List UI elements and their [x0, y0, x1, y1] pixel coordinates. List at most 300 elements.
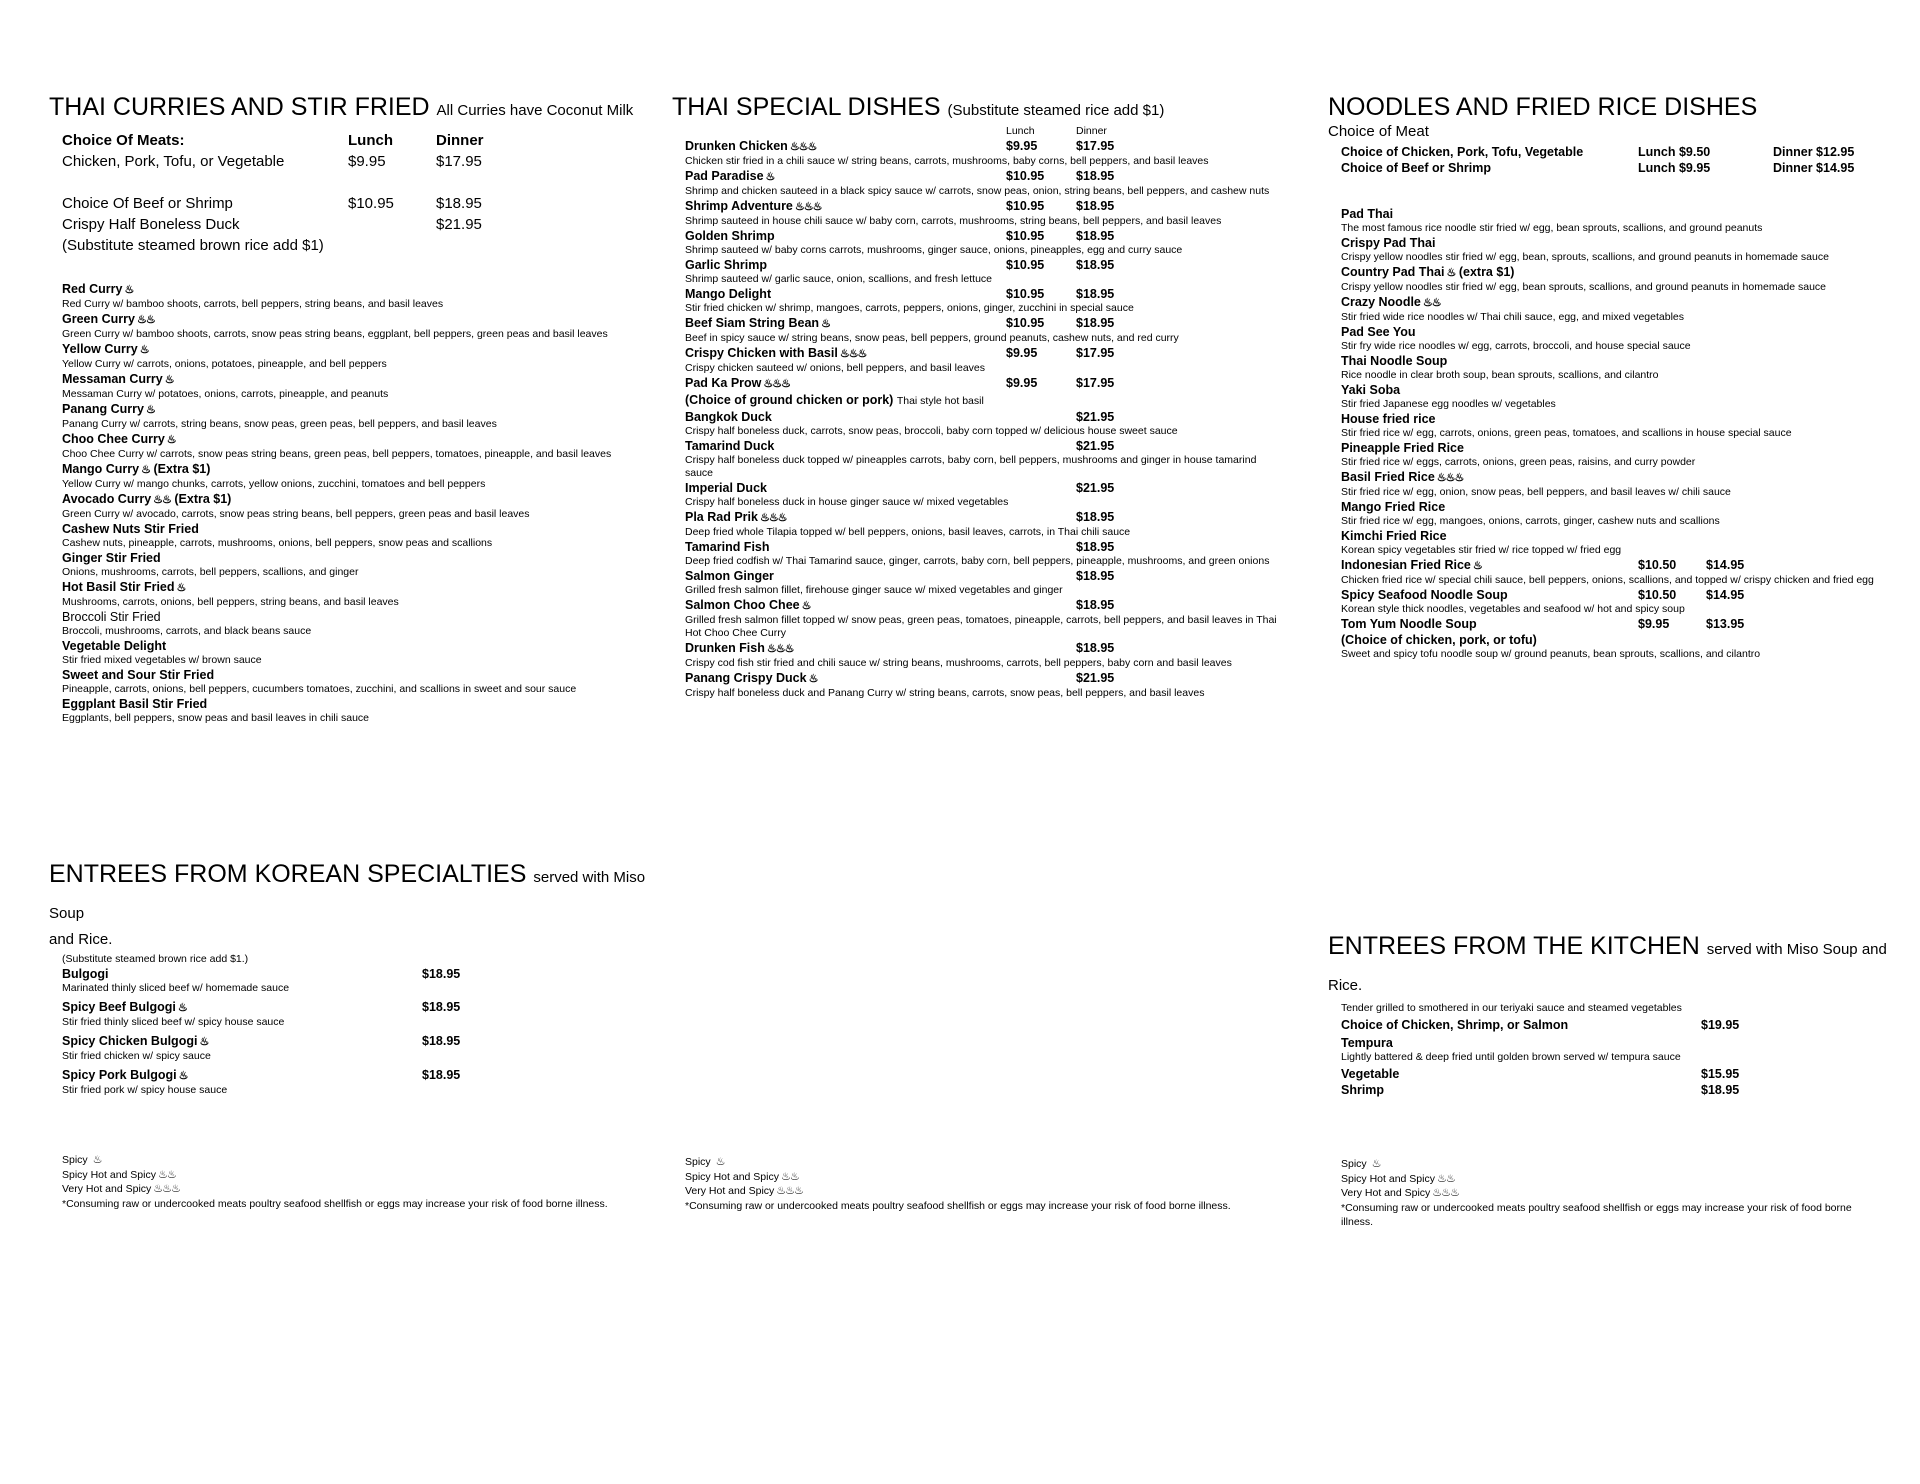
- item-name-row: [1341, 587, 1891, 603]
- item-description: Stir fried thinly sliced beef w/ spicy house sauce: [62, 1016, 285, 1028]
- menu-item: [685, 375, 1285, 392]
- item-description: Sweet and spicy tofu noodle soup w/ ground peanuts, bean sprouts, scallions, and cilantro: [1341, 648, 1761, 660]
- section-title: THAI SPECIAL DISHES: [672, 93, 941, 121]
- menu-item: [685, 228, 1285, 257]
- item-name-row: [1341, 499, 1891, 515]
- chili-icon: ♨♨♨: [1432, 1187, 1459, 1199]
- dinner-price: $18.95: [1076, 229, 1115, 243]
- item-name-row: [685, 539, 1285, 555]
- korean-list: [62, 966, 562, 1097]
- legend-label: Spicy: [1341, 1158, 1367, 1170]
- menu-item: [1341, 294, 1891, 324]
- kitchen-row: [1341, 1082, 1918, 1098]
- dinner-price: $21.95: [1076, 671, 1115, 685]
- item-description: Stir fried rice w/ egg, carrots, onions, green peas, tomatoes, and scallions in house special sauce: [1341, 427, 1792, 439]
- item-name: Indonesian Fried Rice: [1341, 558, 1471, 572]
- item-name-row: [62, 311, 622, 328]
- item-description: Marinated thinly sliced beef w/ homemade sauce: [62, 982, 290, 994]
- item-description: Crispy half boneless duck topped w/ pineapples carrots, baby corn, bell peppers, mushrooms and ginger in house tamarind sauce: [685, 454, 1257, 479]
- item-name: Drunken Fish: [685, 641, 765, 655]
- tempura-title: Tempura: [1341, 1036, 1393, 1050]
- table-row: [62, 151, 629, 172]
- menu-item: [1341, 411, 1891, 440]
- legend-very-hot: [685, 1184, 1305, 1199]
- item-name-row: [62, 491, 622, 508]
- item-name-row: [62, 521, 622, 537]
- chili-icon: ♨♨♨: [759, 512, 787, 524]
- item-description: Shrimp sauteed w/ baby corns carrots, mushrooms, ginger sauce, onions, pineapples, egg and curry sauce: [685, 244, 1183, 256]
- item-description: Crispy yellow noodles stir fried w/ egg, bean, sprouts, scallions, and ground peanuts in homemade sauce: [1341, 251, 1829, 263]
- item-description: Deep fried codfish w/ Thai Tamarind sauce, ginger, carrots, baby corn, bell peppers, pineapple, mushrooms, and green onions: [685, 555, 1270, 567]
- legend-label: Very Hot and Spicy: [685, 1185, 775, 1197]
- item-name: Broccoli Stir Fried: [62, 610, 161, 624]
- table-cell: Choice Of Beef or Shrimp: [62, 195, 233, 212]
- item-name-row: [62, 461, 622, 478]
- lunch-price: $9.95: [1006, 139, 1038, 153]
- menu-item: [62, 311, 622, 341]
- lunch-price: Lunch $9.95: [1638, 161, 1711, 175]
- chili-icon: ♨♨: [780, 1170, 799, 1183]
- chili-icon: ♨♨: [157, 1168, 176, 1181]
- menu-item: [62, 667, 622, 696]
- dinner-price: $18.95: [1076, 641, 1115, 655]
- item-name: Spicy Seafood Noodle Soup: [1341, 588, 1508, 602]
- dinner-price: $18.95: [1076, 316, 1115, 330]
- chili-icon: ♨: [715, 1156, 725, 1168]
- dinner-price: Dinner $12.95: [1773, 145, 1855, 159]
- menu-item: [62, 550, 622, 579]
- item-name: Yaki Soba: [1341, 383, 1401, 397]
- item-name: Pineapple Fried Rice: [1341, 441, 1464, 455]
- spice-legend-3: [1341, 1157, 1881, 1230]
- item-name: Drunken Chicken: [685, 139, 788, 153]
- item-name-row: [62, 696, 622, 712]
- kitchen-choice-row: [1341, 1017, 1918, 1033]
- item-description: Messaman Curry w/ potatoes, onions, carrots, pineapple, and peanuts: [62, 388, 389, 400]
- chili-icon: ♨: [124, 284, 134, 296]
- item-name: Crispy Pad Thai: [1341, 236, 1436, 250]
- item-name: Bulgogi: [62, 967, 109, 981]
- legend-hot: [685, 1170, 1305, 1185]
- item-description: Crispy half boneless duck, carrots, snow peas, broccoli, baby corn topped w/ delicious house sweet sauce: [685, 425, 1178, 437]
- section-subtitle: served with Miso Soup: [49, 869, 646, 922]
- chili-icon: ♨: [199, 1036, 209, 1048]
- item-name-row: [1341, 382, 1891, 398]
- section-title: ENTREES FROM KOREAN SPECIALTIES: [49, 860, 527, 888]
- item-name: Mango Delight: [685, 287, 772, 301]
- item-name-row: [685, 168, 1285, 185]
- item-name-row: [1341, 528, 1891, 544]
- item-name: Spicy Chicken Bulgogi: [62, 1034, 198, 1048]
- item-description: Grilled fresh salmon fillet, firehouse ginger sauce w/ mixed vegetables and ginger: [685, 584, 1063, 596]
- chili-icon: ♨♨♨: [776, 1185, 803, 1197]
- menu-item: [685, 640, 1285, 670]
- item-name: Mango Curry: [62, 462, 140, 476]
- lunch-price: Lunch $9.50: [1638, 145, 1711, 159]
- menu-item: [1341, 616, 1891, 632]
- item-name: Eggplant Basil Stir Fried: [62, 697, 208, 711]
- item-description: Shrimp and chicken sauteed in a black spicy sauce w/ carrots, snow peas, onion, string beans, bell peppers, and cashew nuts: [685, 185, 1270, 197]
- table-cell: Lunch: [348, 132, 393, 149]
- item-name-row: [1341, 557, 1891, 574]
- item-name: House fried rice: [1341, 412, 1436, 426]
- table-cell: Crispy Half Boneless Duck: [62, 216, 240, 233]
- menu-item: [62, 341, 622, 371]
- menu-item: [685, 539, 1285, 568]
- menu-item: [1341, 206, 1891, 235]
- lunch-price: $10.95: [1006, 169, 1045, 183]
- item-name-row: [62, 638, 622, 654]
- item-name: Crazy Noodle: [1341, 295, 1421, 309]
- item-name: Kimchi Fried Rice: [1341, 529, 1447, 543]
- item-name: Shrimp: [1341, 1083, 1385, 1097]
- item-description: Choo Chee Curry w/ carrots, snow peas string beans, green peas, bell peppers, tomatoes, pineapple, and basil leaves: [62, 448, 612, 460]
- chili-icon: ♨: [92, 1154, 102, 1166]
- lunch-price: $9.95: [1638, 617, 1670, 631]
- chili-icon: ♨: [765, 171, 775, 183]
- item-name: Spicy Pork Bulgogi: [62, 1068, 177, 1082]
- chili-icon: ♨♨♨: [766, 643, 794, 655]
- legend-label: Very Hot and Spicy: [1341, 1187, 1431, 1199]
- chili-icon: ♨♨♨: [763, 378, 791, 390]
- dinner-price: $21.95: [1076, 410, 1115, 424]
- thai-special-list: [685, 138, 1285, 700]
- kitchen-section: [1328, 930, 1918, 1098]
- dinner-price: $17.95: [1076, 139, 1115, 153]
- menu-item: [62, 966, 562, 995]
- lunch-price: $10.95: [1006, 316, 1045, 330]
- item-description: Red Curry w/ bamboo shoots, carrots, bell peppers, string beans, and basil leaves: [62, 298, 444, 310]
- item-name: Green Curry: [62, 312, 135, 326]
- item-name-row: [62, 341, 622, 358]
- item-description: Stir fried rice w/ eggs, carrots, onions, green peas, raisins, and curry powder: [1341, 456, 1696, 468]
- item-name-row: [62, 401, 622, 418]
- dinner-price: $18.95: [1076, 169, 1115, 183]
- item-name: (Choice of chicken, pork, or tofu): [1341, 633, 1537, 647]
- item-name: Red Curry: [62, 282, 123, 296]
- item-name-row: [1341, 440, 1891, 456]
- lunch-price: $10.95: [1006, 287, 1045, 301]
- item-name: Salmon Ginger: [685, 569, 774, 583]
- spice-legend-2: [685, 1155, 1305, 1213]
- menu-item: [62, 461, 622, 491]
- thai-curries-list: [62, 281, 622, 725]
- lunch-price: $10.95: [1006, 258, 1045, 272]
- chili-icon: ♨: [821, 318, 830, 330]
- dinner-price: $18.95: [1076, 510, 1115, 524]
- chili-icon: ♨: [166, 434, 176, 446]
- item-description: Chicken fried rice w/ special chili sauce, bell peppers, onions, scallions, and topped w/ crispy chicken and fried egg: [1341, 574, 1874, 586]
- menu-item: [62, 431, 622, 461]
- item-name-row: [62, 966, 562, 982]
- item-extra: (extra $1): [1458, 265, 1515, 279]
- chili-icon: ♨♨: [136, 314, 155, 326]
- item-description: Korean style thick noodles, vegetables and seafood w/ hot and spicy soup: [1341, 603, 1685, 615]
- menu-item: [685, 568, 1285, 597]
- lunch-price: $10.95: [1006, 229, 1045, 243]
- dinner-price: $21.95: [1076, 439, 1115, 453]
- item-description: Stir fried chicken w/ shrimp, mangoes, carrots, peppers, onions, ginger, zucchini in special sauce: [685, 302, 1134, 314]
- noodles-list: [1341, 206, 1891, 661]
- item-description: Cashew nuts, pineapple, carrots, mushrooms, onions, bell peppers, snow peas and scallions: [62, 537, 493, 549]
- table-row: [62, 193, 629, 214]
- item-name-row: [1341, 616, 1891, 632]
- item-description: Eggplants, bell peppers, snow peas and basil leaves in chili sauce: [62, 712, 370, 724]
- item-name: Pla Rad Prik: [685, 510, 758, 524]
- chili-icon: ♨: [177, 1002, 187, 1014]
- item-name: Pad Thai: [1341, 207, 1394, 221]
- substitute-note: (Substitute steamed brown rice add $1): [62, 237, 324, 254]
- item-description: Rice noodle in clear broth soup, bean sprouts, scallions, and cilantro: [1341, 369, 1659, 381]
- menu-item: [62, 371, 622, 401]
- lunch-price: $9.95: [1006, 376, 1038, 390]
- chili-icon: ♨♨♨: [153, 1183, 180, 1195]
- spice-legend-1: [62, 1153, 632, 1211]
- item-description: Shrimp sauteed w/ garlic sauce, onion, scallions, and fresh lettuce: [685, 273, 992, 285]
- item-price: $18.95: [422, 1068, 461, 1082]
- section-subtitle-cont: and Rice.: [49, 931, 113, 948]
- legend-label: Spicy Hot and Spicy: [1341, 1172, 1435, 1185]
- table-header-row: [62, 130, 629, 151]
- dinner-price: $18.95: [1076, 598, 1115, 612]
- item-name: Beef Siam String Bean: [685, 316, 820, 330]
- kitchen-heading: [1328, 930, 1918, 1002]
- table-cell: Dinner: [436, 132, 484, 149]
- chili-icon: ♨♨♨: [839, 348, 867, 360]
- item-name: Tamarind Fish: [685, 540, 770, 554]
- legend-spicy: [62, 1153, 632, 1168]
- item-description: Beef in spicy sauce w/ string beans, snow peas, bell peppers, ground peanuts, cashew nuts, and red curry: [685, 332, 1179, 344]
- lunch-price: $10.95: [1006, 199, 1045, 213]
- dinner-price: $18.95: [1076, 569, 1115, 583]
- menu-item: [685, 480, 1285, 509]
- kitchen-intro: Tender grilled to smothered in our teriyaki sauce and steamed vegetables: [1341, 1002, 1682, 1014]
- dinner-price: $14.95: [1706, 558, 1745, 572]
- dinner-price: $17.95: [1076, 376, 1115, 390]
- item-description: Green Curry w/ avocado, carrots, snow peas string beans, bell peppers, green peas and basil leaves: [62, 508, 530, 520]
- section-title: ENTREES FROM THE KITCHEN: [1328, 932, 1700, 960]
- section-title: THAI CURRIES AND STIR FRIED: [49, 93, 430, 121]
- chili-icon: ♨♨♨: [794, 201, 822, 213]
- menu-item: [1341, 469, 1891, 499]
- item-price: $15.95: [1701, 1067, 1740, 1081]
- item-name-row: [685, 438, 1285, 454]
- dinner-label: Dinner: [1076, 125, 1107, 137]
- item-name: Spicy Beef Bulgogi: [62, 1000, 176, 1014]
- menu-item: [1341, 235, 1891, 264]
- thai-curries-section: [49, 92, 634, 725]
- kitchen-body: [1341, 1002, 1918, 1098]
- menu-item: [1341, 587, 1891, 616]
- item-name: Thai Noodle Soup: [1341, 354, 1448, 368]
- item-description: Stir fried rice w/ egg, mangoes, onions, carrots, ginger, cashew nuts and scallions: [1341, 515, 1720, 527]
- chili-icon: ♨♨♨: [789, 141, 817, 153]
- table-row: [62, 214, 629, 235]
- chili-icon: ♨♨: [1422, 297, 1441, 309]
- menu-item: [1341, 557, 1891, 587]
- menu-item: [62, 1033, 562, 1063]
- table-cell: $17.95: [436, 153, 482, 170]
- item-name: Garlic Shrimp: [685, 258, 767, 272]
- item-name: Shrimp Adventure: [685, 199, 793, 213]
- legend-label: Very Hot and Spicy: [62, 1183, 152, 1195]
- item-name: Pad Paradise: [685, 169, 764, 183]
- dinner-price: $18.95: [1076, 258, 1115, 272]
- lunch-price: $10.50: [1638, 558, 1677, 572]
- item-name-row: [1341, 324, 1891, 340]
- menu-item: [62, 401, 622, 431]
- item-price: $19.95: [1701, 1018, 1740, 1032]
- item-description: Panang Curry w/ carrots, string beans, snow peas, green peas, bell peppers, and basil leaves: [62, 418, 497, 430]
- legend-label: Spicy: [62, 1154, 88, 1166]
- menu-item: [685, 509, 1285, 539]
- item-name-row: [685, 315, 1285, 332]
- item-name: (Choice of ground chicken or pork): [685, 393, 894, 407]
- item-name: Sweet and Sour Stir Fried: [62, 668, 215, 682]
- chili-icon: ♨: [141, 464, 150, 476]
- menu-item: [1341, 528, 1891, 557]
- menu-item: [685, 670, 1285, 700]
- meat-price-row: [1341, 160, 1898, 176]
- item-name-row: [685, 568, 1285, 584]
- legend-hot: [1341, 1172, 1881, 1187]
- menu-item: [1341, 499, 1891, 528]
- item-description: Grilled fresh salmon fillet topped w/ snow peas, green peas, tomatoes, pineapple, carrots, bell peppers, and basil leaves in Thai Hot Choo Chee Curry: [685, 614, 1277, 639]
- menu-item: [685, 438, 1285, 480]
- item-name-row: [62, 667, 622, 683]
- section-title: NOODLES AND FRIED RICE DISHES: [1328, 93, 1758, 121]
- kitchen-row: [1341, 1066, 1918, 1082]
- item-price: $18.95: [422, 1034, 461, 1048]
- chili-icon: ♨♨: [153, 494, 171, 506]
- item-description: Stir fried mixed vegetables w/ brown sauce: [62, 654, 262, 666]
- item-name: Vegetable: [1341, 1067, 1400, 1081]
- item-name: Panang Crispy Duck: [685, 671, 807, 685]
- raw-food-warning: *Consuming raw or undercooked meats poultry seafood shellfish or eggs may increase your risk of food borne illness.: [62, 1197, 608, 1210]
- table-cell: Chicken, Pork, Tofu, or Vegetable: [62, 153, 285, 170]
- menu-item: [62, 696, 622, 725]
- item-name-row: [1341, 206, 1891, 222]
- item-name: Choo Chee Curry: [62, 432, 165, 446]
- dinner-price: $18.95: [1076, 540, 1115, 554]
- thai-curries-heading: [49, 92, 634, 126]
- thai-special-section: [672, 92, 1292, 700]
- table-cell: $9.95: [348, 153, 386, 170]
- menu-item: [62, 579, 622, 609]
- lunch-price: $10.50: [1638, 588, 1677, 602]
- menu-item: [685, 315, 1285, 345]
- table-cell: Choice Of Meats:: [62, 132, 185, 149]
- chili-icon: ♨: [1472, 560, 1482, 572]
- table-cell: $18.95: [436, 195, 482, 212]
- item-name-row: [62, 1033, 562, 1050]
- legend-spicy: [1341, 1157, 1881, 1172]
- menu-item: [685, 138, 1285, 168]
- menu-item: [1341, 264, 1891, 294]
- chili-icon: ♨♨♨: [1436, 472, 1464, 484]
- item-name-row: [685, 138, 1285, 155]
- raw-food-warning: *Consuming raw or undercooked meats poultry seafood shellfish or eggs may increase your risk of food borne illness.: [1341, 1201, 1852, 1228]
- lunch-label: Lunch: [1006, 125, 1035, 137]
- item-name-row: [685, 228, 1285, 244]
- item-name-row: [685, 375, 1285, 392]
- item-name-row: [1341, 235, 1891, 251]
- item-name: Messaman Curry: [62, 372, 163, 386]
- item-description: Mushrooms, carrots, onions, bell peppers, string beans, and basil leaves: [62, 596, 399, 608]
- item-name-row: [1341, 632, 1891, 648]
- menu-item: [1341, 382, 1891, 411]
- item-description: Crispy half boneless duck in house ginger sauce w/ mixed vegetables: [685, 496, 1009, 508]
- item-name-row: [685, 392, 1285, 409]
- legend-very-hot: [1341, 1186, 1881, 1201]
- menu-item: [62, 491, 622, 521]
- item-name: Choice of Chicken, Shrimp, or Salmon: [1341, 1018, 1569, 1032]
- chili-icon: ♨: [145, 404, 155, 416]
- dinner-price: $21.95: [1076, 481, 1115, 495]
- item-description: Onions, mushrooms, carrots, bell peppers, scallions, and ginger: [62, 566, 359, 578]
- item-name: Mango Fried Rice: [1341, 500, 1446, 514]
- item-description: Yellow Curry w/ carrots, onions, potatoes, pineapple, and bell peppers: [62, 358, 387, 370]
- item-name-row: [62, 431, 622, 448]
- menu-item: [62, 638, 622, 667]
- item-description: Chicken stir fried in a chili sauce w/ string beans, carrots, mushrooms, baby corns, bell peppers, and basil leaves: [685, 155, 1209, 167]
- legend-label: Spicy: [685, 1156, 711, 1168]
- item-name: Basil Fried Rice: [1341, 470, 1435, 484]
- section-subtitle: (Substitute steamed rice add $1): [947, 102, 1165, 119]
- item-extra: (Extra $1): [153, 462, 211, 476]
- item-name: Panang Curry: [62, 402, 144, 416]
- item-name-row: [62, 281, 622, 298]
- item-name: Crispy Chicken with Basil: [685, 346, 838, 360]
- item-description: Stir fried wide rice noodles w/ Thai chili sauce, egg, and mixed vegetables: [1341, 311, 1684, 323]
- meat-name: Choice of Beef or Shrimp: [1341, 161, 1492, 175]
- dinner-price: Dinner $14.95: [1773, 161, 1855, 175]
- item-name-row: [685, 670, 1285, 687]
- noodles-section: [1328, 92, 1898, 661]
- noodles-heading: [1328, 92, 1898, 122]
- item-name: Salmon Choo Chee: [685, 598, 800, 612]
- item-name-row: [62, 609, 622, 625]
- chili-icon: ♨: [801, 600, 811, 612]
- substitute-note: (Substitute steamed brown rice add $1.): [62, 953, 249, 965]
- item-name-row: [685, 640, 1285, 657]
- korean-section: [49, 858, 649, 1101]
- item-name-row: [1341, 353, 1891, 369]
- item-name: Vegetable Delight: [62, 639, 167, 653]
- item-price: $18.95: [1701, 1083, 1740, 1097]
- item-name: Ginger Stir Fried: [62, 551, 161, 565]
- item-name-row: [1341, 469, 1891, 486]
- item-name-row: [62, 999, 562, 1016]
- menu-item: [685, 409, 1285, 438]
- menu-item: [685, 597, 1285, 640]
- menu-item: [62, 999, 562, 1029]
- dinner-price: $13.95: [1706, 617, 1745, 631]
- item-description: Yellow Curry w/ mango chunks, carrots, yellow onions, zucchini, tomatoes and bell peppers: [62, 478, 486, 490]
- dinner-price: $18.95: [1076, 287, 1115, 301]
- choice-of-meat-label: Choice of Meat: [1328, 123, 1429, 140]
- item-description: The most famous rice noodle stir fried w/ egg, bean sprouts, scallions, and ground peanuts: [1341, 222, 1763, 234]
- item-name: Tamarind Duck: [685, 439, 775, 453]
- table-cell: $10.95: [348, 195, 394, 212]
- item-price: $18.95: [422, 1000, 461, 1014]
- item-name: Country Pad Thai: [1341, 265, 1445, 279]
- legend-label: Spicy Hot and Spicy: [685, 1170, 779, 1183]
- menu-item: [1341, 353, 1891, 382]
- item-name-row: [1341, 411, 1891, 427]
- item-name-row: [62, 579, 622, 596]
- dinner-price: $17.95: [1076, 346, 1115, 360]
